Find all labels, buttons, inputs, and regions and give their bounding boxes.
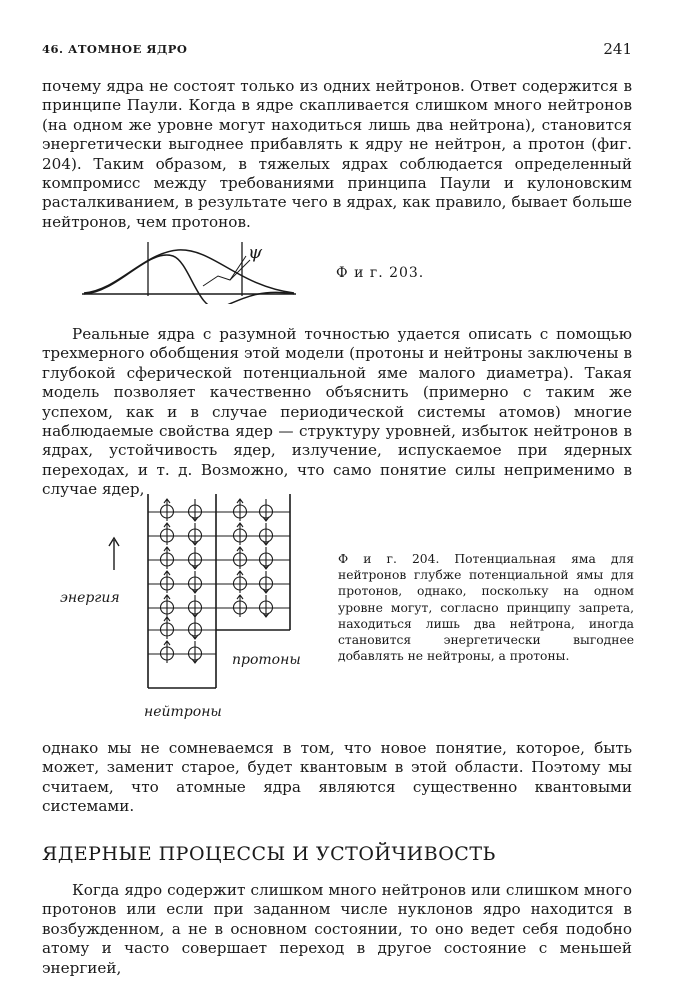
- figure-203-caption: Ф и г. 203.: [336, 265, 425, 281]
- psi-pointer-2: [230, 260, 250, 280]
- section-title: 46. АТОМНОЕ ЯДРО: [42, 42, 188, 56]
- section-heading: ЯДЕРНЫЕ ПРОЦЕССЫ И УСТОЙЧИВОСТЬ: [42, 843, 496, 865]
- neutrons-label: нейтроны: [144, 704, 222, 720]
- paragraph-1: почему ядра не состоят только из одних нейтронов. Ответ содержится в принципе Паули. Когда в ядре скапливается слишком много нейтронов (на одном же уровне могут находиться лишь два нейтрона), становится энергетически выгоднее прибавлять к ядру не нейтрон, а протон (фиг. 204). Таким образом, в тяжелых ядрах соблюдается определенный компромисс между требованиями принципа Паули и кулоновским расталкиванием, в результате чего в ядрах, как правило, бывает больше нейтронов, чем протонов.: [42, 77, 632, 231]
- page-header: [42, 40, 632, 60]
- excited-state-curve: [84, 255, 294, 304]
- page-number: 241: [603, 40, 632, 58]
- ground-state-curve: [84, 250, 294, 293]
- energy-levels: [148, 512, 290, 654]
- figure-204-caption: Ф и г. 204. Потенциальная яма для нейтронов глубже потенциальной ямы для протонов, однако, поскольку на одном уровне могут, согласно принципу запрета, находиться лишь два нейтрона, иногда становится энергетически выгоднее добавлять не нейтроны, а протоны.: [338, 552, 634, 664]
- figure-204-potential-wells: [54, 488, 336, 728]
- protons-label: протоны: [232, 652, 301, 668]
- psi-label: ψ: [248, 242, 263, 263]
- paragraph-3: однако мы не сомневаемся в том, что новое понятие, которое, быть может, заменит старое, будет квантовым в этой области. Поэтому мы считаем, что атомные ядра являются существенно квантовыми системами.: [42, 739, 632, 816]
- paragraph-4: Когда ядро содержит слишком много нейтронов или слишком много протонов или если при заданном числе нуклонов ядро находится в возбужденном, а не в основном состоянии, то оно ведет себя подобно атому и часто совершает переход в другое состояние с меньшей энергией,: [42, 881, 632, 977]
- figure-203-wave-diagram: [78, 238, 302, 304]
- paragraph-2: Реальные ядра с разумной точностью удается описать с помощью трехмерного обобщения этой модели (протоны и нейтроны заключены в глубокой сферической потенциальной яме малого диаметра). Такая модель позволяет качественно объяснить (примерно с таким же успехом, как и в случае периодической системы атомов) многие наблюдаемые свойства ядер — структуру уровней, избыток нейтронов в ядрах, устойчивость ядер, излучение, испускаемое при ядерных переходах, и т. д. Возможно, что само понятие силы неприменимо в случае ядер,: [42, 325, 632, 499]
- energy-label: энергия: [60, 590, 120, 606]
